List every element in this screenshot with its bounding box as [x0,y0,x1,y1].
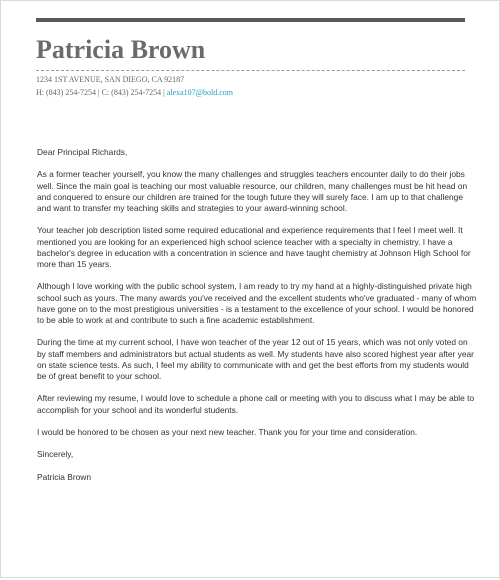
letter-paragraph-1: As a former teacher yourself, you know the many challenges and struggles teachers encounter daily to do their jobs well. Since the main goal is teaching our most valuable resource, our children, many challenges must be hit head on and conquered to ensure our children are trained for the tough future they will surely face. I am up to that challenge and want to transfer my teaching skills and strategies to your award-winning school. [37,169,468,213]
sender-contact-line [36,87,233,98]
closing: Sincerely, [37,449,74,460]
sender-email: alexa107@bold.com [166,88,233,97]
letter-paragraph-6: I would be honored to be chosen as your next new teacher. Thank you for your time and consideration. [37,426,418,437]
header-divider [36,70,465,71]
salutation: Dear Principal Richards, [37,147,128,157]
sender-address: 1234 1ST AVENUE, SAN DIEGO, CA 92187 [36,75,185,84]
sender-phones: H: (843) 254-7254 | C: (843) 254-7254 | [36,88,167,97]
letter-paragraph-2: Your teacher job description listed some required educational and experience requirements that I feel I meet well. It mentioned you are looking for an experienced high school science teacher with a specialty in chemistry. I have a bachelor's degree in education with a concentration in science and have taught chemistry at Johnson High School for more than 15 years. [37,225,471,269]
signature-name: Patricia Brown [37,471,91,482]
letter-paragraph-4: During the time at my current school, I have won teacher of the year 12 out of 15 years, which was not only voted on by staff members and administrators but actual students as well. My students have also scored highest year after year on state science tests. As such, I feel my ability to communicate with and get the best efforts from my students would be of great benefit to your school. [37,337,474,381]
header-accent-bar [36,18,465,22]
sender-name: Patricia Brown [36,35,206,64]
letter-paragraph-3: Although I love working with the public school system, I am ready to try my hand at a highly-distinguished private high school such as yours. The many awards you've received and the excellent students who've graduated - many of whom have gone on to the most prestigious universities - is a testament to the excellence of your school. I would be honored to be able to work at and contribute to such a fine academic establishment. [37,281,477,325]
letter-body [37,147,477,483]
letter-paragraph-5: After reviewing my resume, I would love to schedule a phone call or meeting with you to discuss what I may be able to accomplish for your school and its wonderful students. [37,393,475,415]
